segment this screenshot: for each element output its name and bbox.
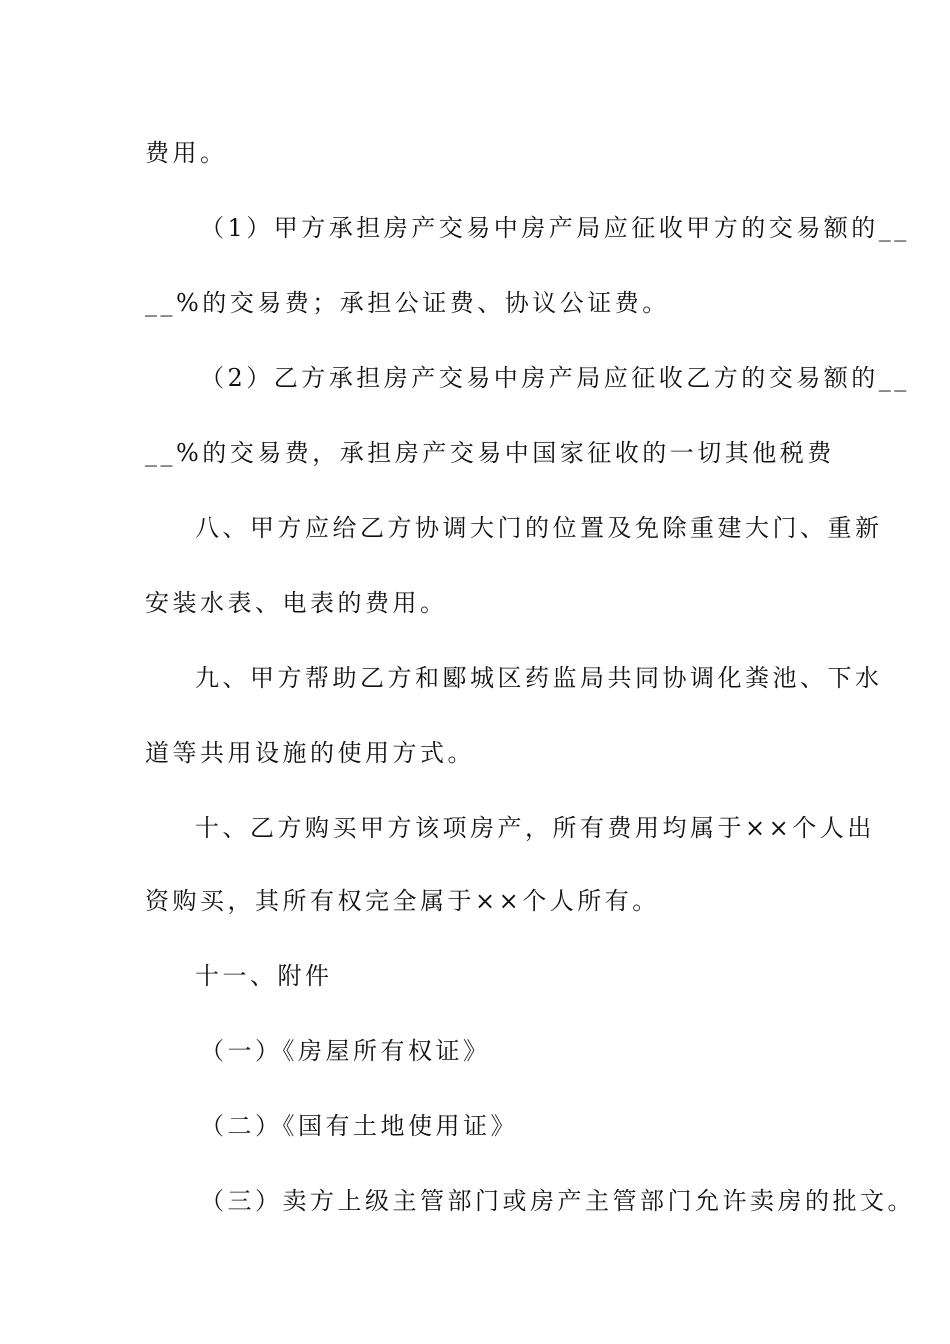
paragraph-line-clause-10-cont: 资购买，其所有权完全属于××个人所有。 xyxy=(145,887,660,915)
paragraph-line-clause-9: 九、甲方帮助乙方和郾城区药监局共同协调化粪池、下水 xyxy=(195,664,883,692)
paragraph-line-clause-9-cont: 道等共用设施的使用方式。 xyxy=(145,739,475,767)
attachment-item-2: （二）《国有土地使用证》 xyxy=(200,1112,518,1140)
paragraph-line-fees-end: 费用。 xyxy=(145,139,228,167)
paragraph-line-clause-8-cont: 安装水表、电表的费用。 xyxy=(145,589,448,617)
paragraph-line-clause-8: 八、甲方应给乙方协调大门的位置及免除重建大门、重新 xyxy=(195,514,883,542)
paragraph-line-party-a-fee: （1）甲方承担房产交易中房产局应征收甲方的交易额的__ xyxy=(200,214,910,242)
attachment-item-3: （三）卖方上级主管部门或房产主管部门允许卖房的批文。 xyxy=(200,1187,915,1215)
paragraph-line-party-b-fee: （2）乙方承担房产交易中房产局应征收乙方的交易额的__ xyxy=(200,364,910,392)
attachment-item-1: （一）《房屋所有权证》 xyxy=(200,1037,491,1065)
paragraph-line-party-b-fee-cont: __%的交易费，承担房产交易中国家征收的一切其他税费 xyxy=(145,439,835,467)
heading-attachments: 十一、附件 xyxy=(195,962,333,990)
paragraph-line-clause-10: 十、乙方购买甲方该项房产，所有费用均属于××个人出 xyxy=(195,814,875,842)
paragraph-line-party-a-fee-cont: __%的交易费；承担公证费、协议公证费。 xyxy=(145,289,670,317)
